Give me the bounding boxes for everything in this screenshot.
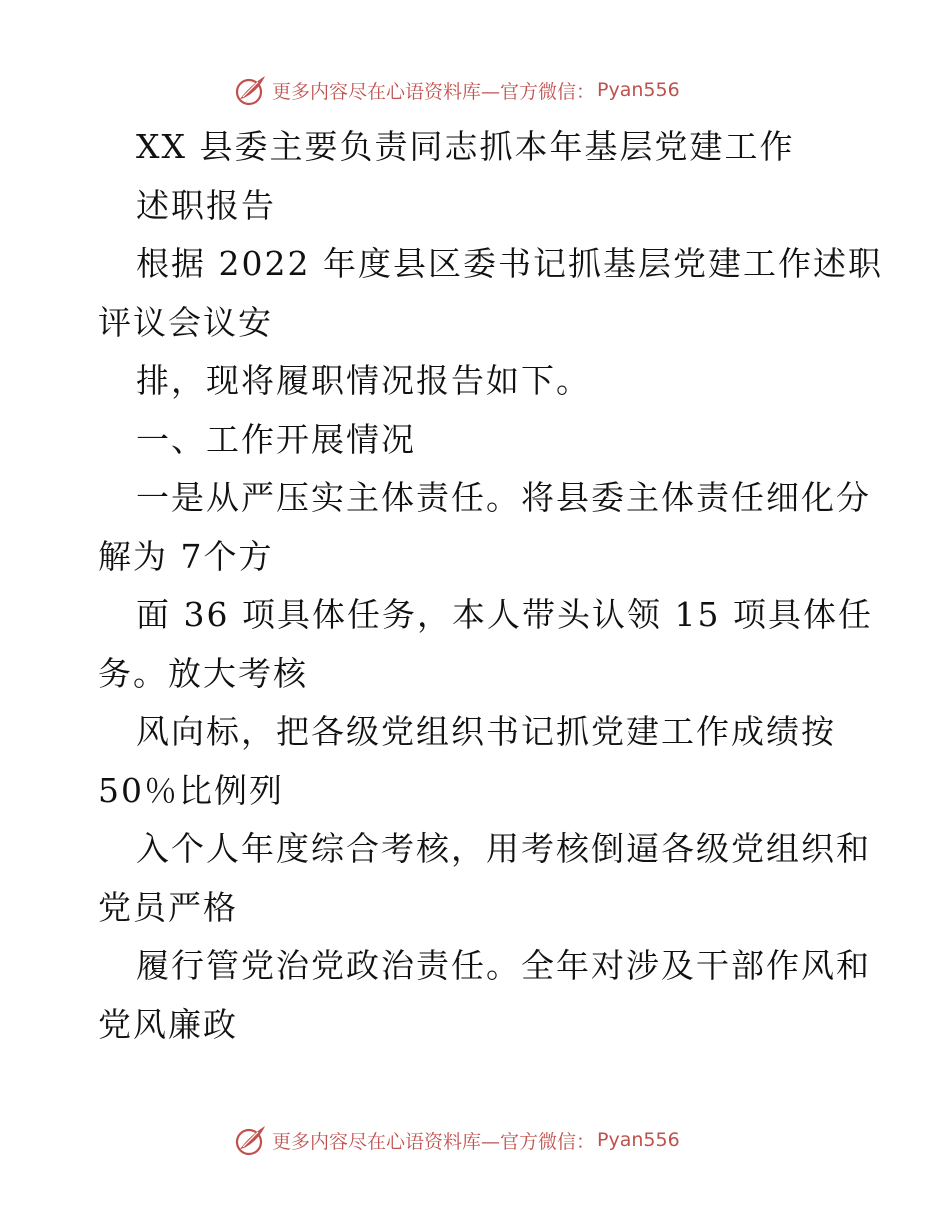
document-line: 一是从严压实主体责任。将县委主体责任细化分 xyxy=(136,478,871,517)
document-line: 履行管党治党政治责任。全年对涉及干部作风和 xyxy=(136,946,871,985)
document-line: 入个人年度综合考核，用考核倒逼各级党组织和 xyxy=(136,829,871,868)
footer-watermark xyxy=(234,1120,680,1160)
document-line: 根据 2022 年度县区委书记抓基层党建工作述职 xyxy=(136,244,883,283)
document-line: 一、工作开展情况 xyxy=(136,419,416,459)
document-line: 排，现将履职情况报告如下。 xyxy=(136,361,591,400)
document-line: 党员严格 xyxy=(98,887,238,927)
document-line: 50％比例列 xyxy=(98,770,284,810)
document-line: XX 县委主要负责同志抓本年基层党建工作 xyxy=(136,127,795,166)
watermark-wechat-id: Pyan556 xyxy=(597,79,680,101)
document-line: 述职报告 xyxy=(136,185,276,225)
document-line: 党风廉政 xyxy=(98,1004,238,1044)
document-line: 风向标，把各级党组织书记抓党建工作成绩按 xyxy=(136,712,836,751)
quill-logo-icon xyxy=(234,73,268,107)
document-line: 面 36 项具体任务，本人带头认领 15 项具体任 xyxy=(136,595,873,634)
quill-logo-icon xyxy=(234,1123,268,1157)
document-body xyxy=(98,126,883,1062)
document-line: 评议会议安 xyxy=(98,302,273,342)
document-line: 解为 7个方 xyxy=(98,536,274,576)
watermark-text: 更多内容尽在心语资料库—官方微信： xyxy=(272,80,596,103)
watermark-text: 更多内容尽在心语资料库—官方微信： xyxy=(272,1130,596,1153)
document-line: 务。放大考核 xyxy=(98,653,308,693)
watermark-wechat-id: Pyan556 xyxy=(597,1129,680,1151)
header-watermark xyxy=(234,70,680,110)
